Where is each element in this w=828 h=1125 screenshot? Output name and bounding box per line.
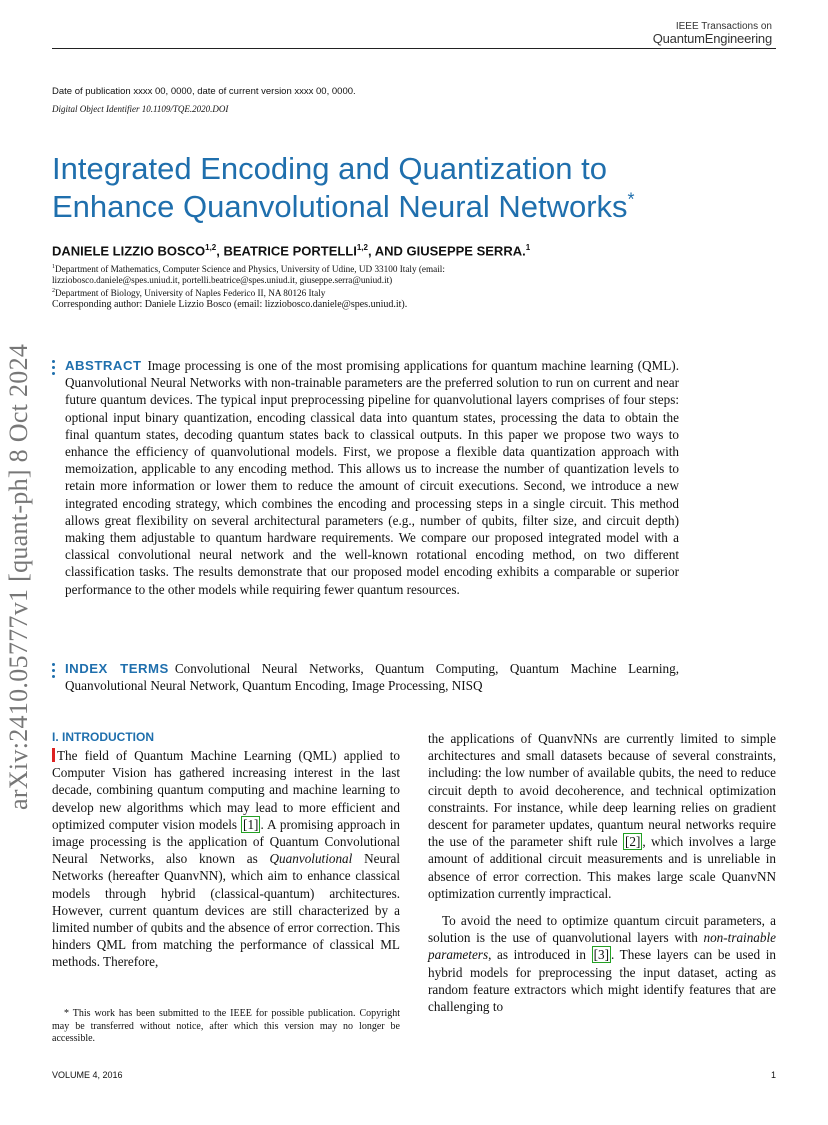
volume-label: VOLUME 4, 2016 xyxy=(52,1070,123,1080)
intro-right-p1-part-b: , which involves a large amount of additional circuit measurements and is unreliable in absence of error correction. This makes large scale QuanvNN optimization currently impractical. xyxy=(428,834,777,901)
affil-number-1: 1 xyxy=(52,264,55,270)
text-cursor xyxy=(52,748,55,762)
intro-p1-part-a: The field of Quantum Machine Learning (QML) applied to Computer Vision has gathered increasing interest in the last decade, combining quantum computing and machine learning to develop new algorithms which may lead to more efficient and optimized computer vision models xyxy=(52,748,400,832)
author-3: AND GIUSEPPE SERRA. xyxy=(374,243,526,259)
intro-right-p2-part-b: , as introduced in xyxy=(488,947,586,963)
citation-link[interactable]: [2] xyxy=(625,834,641,850)
author-1-affil: 1,2 xyxy=(205,243,217,252)
corresponding-author: Corresponding author: Daniele Lizzio Bosco (email: lizziobosco.daniele@spes.uniud.it). xyxy=(52,299,408,310)
page-number: 1 xyxy=(770,1070,776,1080)
intro-p1-part-c: Neural Networks (hereafter QuanvNN), which aim to enhance classical models through hybrid (classical-quantum) architectures. However, current quantum devices are still characterized by a limited number of qubits and the absence of error correction. This hinders QML from matching the performance of classical ML methods. Therefore, xyxy=(52,851,401,970)
title-line2: Enhance Quanvolutional Neural Networks xyxy=(52,189,628,224)
arxiv-identifier[interactable]: arXiv:2410.05777v1 [quant-ph] 8 Oct 2024 xyxy=(4,343,33,810)
intro-paragraph-2 xyxy=(428,912,776,1015)
doi: Digital Object Identifier 10.1109/TQE.2020.DOI xyxy=(52,104,229,114)
journal-name-line2: QuantumEngineering xyxy=(652,31,772,46)
index-terms-text: Convolutional Neural Networks, Quantum Computing, Quantum Machine Learning, Quanvolutional Neural Network, Quantum Encoding, Image Processing, NISQ xyxy=(65,661,679,694)
affil-1: Department of Mathematics, Computer Science and Physics, University of Udine, UD 33100 Italy (email: xyxy=(55,264,445,275)
journal-name-line1: IEEE Transactions on xyxy=(675,21,772,32)
journal-logo xyxy=(653,22,772,45)
intro-right-p2-emphasis: non-trainable parameters xyxy=(428,930,777,963)
author-2-affil: 1,2 xyxy=(356,243,368,252)
intro-right-p1-part-a: the applications of QuanvNNs are currently limited to simple architectures and small datasets because of several constraints, including: the low number of available qubits, the need to reduce circuit depth to avoid decoherence, and technical optimization constraints. For instance, while deep learning relies on gradient descent for parameter updates, quantum neural networks require the use of the parameter shift rule xyxy=(428,731,776,850)
affiliations xyxy=(52,262,782,299)
left-column xyxy=(52,747,400,971)
abstract xyxy=(65,357,679,598)
header-rule xyxy=(52,48,776,49)
affil-1-emails: lizziobosco.daniele@spes.uniud.it, portelli.beatrice@spes.uniud.it, giuseppe.serra@uniud.it) xyxy=(52,275,393,286)
intro-p1-part-b: . A promising approach in image processing is the application of Quantum Convolutional Neural Networks, also known as xyxy=(52,816,401,867)
intro-p1-emphasis: Quanvolutional xyxy=(269,851,353,867)
citation-link[interactable]: [1] xyxy=(243,816,259,832)
intro-paragraph-1-cont xyxy=(428,730,776,902)
footnote: * This work has been submitted to the IEEE for possible publication. Copyright may be transferred without notice, after which this version may no longer be accessible. xyxy=(52,1008,400,1044)
citation-link[interactable]: [3] xyxy=(593,947,609,963)
intro-right-p2-part-c: . These layers can be used in hybrid models for preprocessing the input dataset, acting as random feature extractors which might identify features that are challenging to xyxy=(428,947,777,1015)
index-terms xyxy=(65,660,679,694)
abstract-text: Image processing is one of the most promising applications for quantum machine learning (QML). Quanvolutional Neural Networks with non-trainable parameters are the preferred solution to run on current and near future quantum devices. The typical input preprocessing pipeline for quanvolutional layers comprises of four steps: optional input binary quantization, encoding classical data into quantum states, processing the data to obtain the final quantum states, decoding quantum states back to classical outputs. In this paper we propose two ways to enhance the efficiency of quanvolutional models. First, we propose a flexible data quantization approach with memoization, applicable to any encoding method. This allows us to increase the number of quantization levels to retain more information or lower them to reduce the amount of circuit executions. Second, we introduce a new integrated encoding strategy, which combines the encoding and processing steps in a single circuit. This method allows great flexibility on several architectural parameters (e.g., number of qubits, filter size, and circuit depth) making them adjustable to quantum hardware requirements. We compare our proposed integrated model with a classical convolutional neural network and the well-known rotational encoding method, on two different classification tasks. The results demonstrate that our proposed model encoding exhibits a comparable or superior performance to the other models while requiring fewer quantum resources. xyxy=(65,358,679,597)
affil-2: Department of Biology, University of Naples Federico II, NA 80126 Italy xyxy=(55,288,326,299)
author-list: DANIELE LIZZIO BOSCO$^{1,2}$, BEATRICE PORTELLI$^{1,2}$, AND GIUSEPPE SERRA.$^1$ xyxy=(52,243,531,259)
intro-paragraph-1 xyxy=(52,747,400,971)
publication-date: Date of publication xxxx 00, 0000, date of current version xxxx 00, 0000. xyxy=(52,86,356,97)
abstract-label: ABSTRACT xyxy=(65,358,142,373)
paper-title xyxy=(52,150,752,226)
author-1: DANIELE LIZZIO BOSCO xyxy=(52,243,206,259)
index-terms-dots xyxy=(52,663,56,681)
section-heading-introduction: I. INTRODUCTION xyxy=(52,730,154,744)
author-2: BEATRICE PORTELLI xyxy=(223,243,357,259)
author-3-affil: 1 xyxy=(525,243,531,252)
abstract-dots xyxy=(52,360,56,378)
right-column xyxy=(428,730,776,1015)
index-terms-label: INDEX TERMS xyxy=(65,661,169,676)
affil-number-2: 2 xyxy=(52,288,55,295)
intro-right-p2-part-a: To avoid the need to optimize quantum circuit parameters, a solution is the use of quanvolutional layers with xyxy=(428,913,776,946)
title-footnote-mark: * xyxy=(627,189,635,210)
title-line1: Integrated Encoding and Quantization to xyxy=(52,151,607,186)
